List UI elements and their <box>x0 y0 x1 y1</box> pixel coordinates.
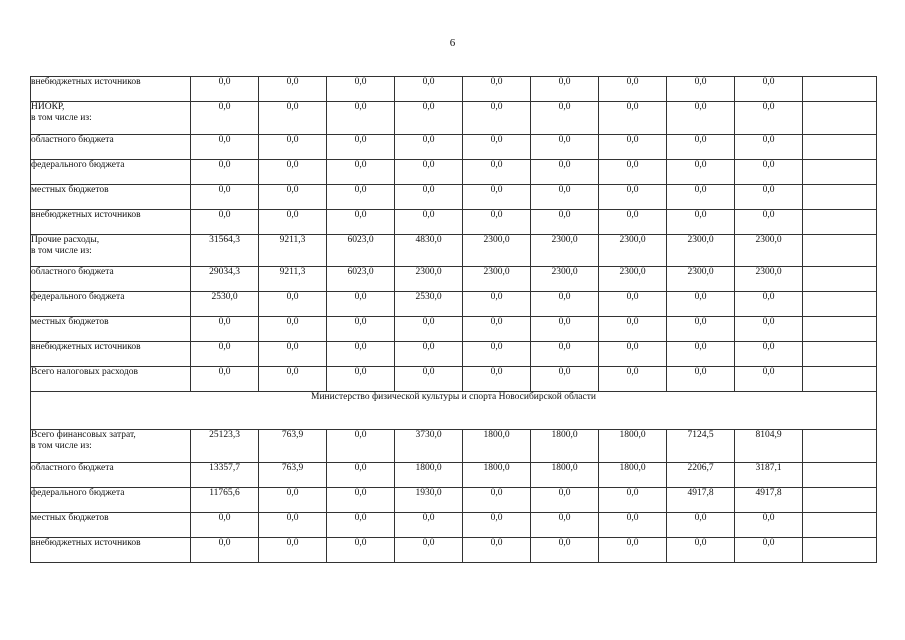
value-cell: 2300,0 <box>463 235 531 267</box>
empty-cell <box>803 317 877 342</box>
empty-cell <box>803 367 877 392</box>
value-cell: 0,0 <box>191 317 259 342</box>
value-cell: 0,0 <box>667 102 735 135</box>
value-cell: 0,0 <box>191 367 259 392</box>
value-cell: 4917,8 <box>667 488 735 513</box>
value-cell: 1800,0 <box>531 463 599 488</box>
value-cell: 0,0 <box>463 135 531 160</box>
value-cell: 0,0 <box>191 538 259 563</box>
row-label <box>31 267 191 292</box>
value-cell: 0,0 <box>735 185 803 210</box>
row-label-text: Всего финансовых затрат, <box>31 430 136 440</box>
value-cell: 6023,0 <box>327 267 395 292</box>
value-cell: 0,0 <box>735 102 803 135</box>
value-cell: 0,0 <box>327 135 395 160</box>
value-cell: 0,0 <box>599 488 667 513</box>
value-cell: 0,0 <box>395 135 463 160</box>
value-cell: 0,0 <box>667 367 735 392</box>
row-label <box>31 463 191 488</box>
empty-cell <box>803 488 877 513</box>
value-cell: 0,0 <box>327 342 395 367</box>
value-cell: 11765,6 <box>191 488 259 513</box>
value-cell: 0,0 <box>463 77 531 102</box>
row-label <box>31 102 191 135</box>
value-cell: 0,0 <box>395 538 463 563</box>
value-cell: 0,0 <box>259 77 327 102</box>
value-cell: 3187,1 <box>735 463 803 488</box>
value-cell: 0,0 <box>599 367 667 392</box>
value-cell: 0,0 <box>735 135 803 160</box>
value-cell: 0,0 <box>395 317 463 342</box>
table-row <box>31 513 877 538</box>
row-label <box>31 135 191 160</box>
value-cell: 0,0 <box>259 317 327 342</box>
value-cell: 0,0 <box>259 488 327 513</box>
value-cell: 0,0 <box>463 102 531 135</box>
value-cell: 0,0 <box>531 367 599 392</box>
value-cell: 0,0 <box>531 317 599 342</box>
value-cell: 4917,8 <box>735 488 803 513</box>
value-cell: 0,0 <box>191 185 259 210</box>
value-cell: 0,0 <box>395 77 463 102</box>
value-cell: 2300,0 <box>531 267 599 292</box>
value-cell: 0,0 <box>191 513 259 538</box>
value-cell: 0,0 <box>327 210 395 235</box>
empty-cell <box>803 185 877 210</box>
value-cell: 2300,0 <box>463 267 531 292</box>
value-cell: 0,0 <box>599 210 667 235</box>
value-cell: 2300,0 <box>599 267 667 292</box>
page-number: 6 <box>449 37 456 49</box>
table-row <box>31 185 877 210</box>
value-cell: 0,0 <box>599 292 667 317</box>
row-label-text: областного бюджета <box>31 267 114 277</box>
value-cell: 0,0 <box>191 102 259 135</box>
value-cell: 0,0 <box>395 160 463 185</box>
value-cell: 1930,0 <box>395 488 463 513</box>
value-cell: 763,9 <box>259 463 327 488</box>
table-row <box>31 342 877 367</box>
value-cell: 0,0 <box>667 538 735 563</box>
row-label <box>31 235 191 267</box>
table-row <box>31 367 877 392</box>
value-cell: 2300,0 <box>667 267 735 292</box>
row-label <box>31 367 191 392</box>
value-cell: 2530,0 <box>191 292 259 317</box>
value-cell: 0,0 <box>599 135 667 160</box>
budget-table <box>30 76 877 563</box>
value-cell: 0,0 <box>531 160 599 185</box>
row-label <box>31 77 191 102</box>
value-cell: 0,0 <box>735 367 803 392</box>
row-label-text: НИОКР, <box>31 102 65 112</box>
value-cell: 2300,0 <box>735 267 803 292</box>
value-cell: 0,0 <box>259 292 327 317</box>
row-label-text: федерального бюджета <box>31 488 125 498</box>
value-cell: 0,0 <box>463 185 531 210</box>
value-cell: 0,0 <box>735 292 803 317</box>
table-row <box>31 235 877 267</box>
row-label <box>31 185 191 210</box>
value-cell: 0,0 <box>191 210 259 235</box>
value-cell: 0,0 <box>327 102 395 135</box>
value-cell: 0,0 <box>395 367 463 392</box>
value-cell: 0,0 <box>667 135 735 160</box>
empty-cell <box>803 210 877 235</box>
value-cell: 763,9 <box>259 430 327 463</box>
value-cell: 0,0 <box>327 367 395 392</box>
value-cell: 0,0 <box>395 342 463 367</box>
value-cell: 8104,9 <box>735 430 803 463</box>
empty-cell <box>803 160 877 185</box>
value-cell: 1800,0 <box>463 430 531 463</box>
value-cell: 0,0 <box>463 292 531 317</box>
value-cell: 0,0 <box>259 210 327 235</box>
row-label <box>31 513 191 538</box>
value-cell: 4830,0 <box>395 235 463 267</box>
value-cell: 0,0 <box>735 160 803 185</box>
table-row <box>31 135 877 160</box>
empty-cell <box>803 292 877 317</box>
value-cell: 0,0 <box>327 185 395 210</box>
row-label-text: Прочие расходы, <box>31 235 100 245</box>
value-cell: 0,0 <box>259 367 327 392</box>
section-budget-rows <box>31 77 877 392</box>
value-cell: 0,0 <box>735 77 803 102</box>
row-label <box>31 430 191 463</box>
value-cell: 0,0 <box>463 488 531 513</box>
value-cell: 0,0 <box>463 160 531 185</box>
value-cell: 31564,3 <box>191 235 259 267</box>
value-cell: 0,0 <box>735 538 803 563</box>
empty-cell <box>803 235 877 267</box>
value-cell: 9211,3 <box>259 235 327 267</box>
value-cell: 1800,0 <box>599 463 667 488</box>
value-cell: 0,0 <box>463 210 531 235</box>
value-cell: 0,0 <box>599 102 667 135</box>
value-cell: 3730,0 <box>395 430 463 463</box>
empty-cell <box>803 77 877 102</box>
value-cell: 0,0 <box>531 342 599 367</box>
value-cell: 0,0 <box>531 538 599 563</box>
value-cell: 0,0 <box>327 488 395 513</box>
row-sublabel-text: в том числе из: <box>31 246 92 256</box>
table-row <box>31 538 877 563</box>
value-cell: 0,0 <box>327 77 395 102</box>
value-cell: 0,0 <box>667 292 735 317</box>
empty-cell <box>803 538 877 563</box>
value-cell: 1800,0 <box>599 430 667 463</box>
value-cell: 0,0 <box>667 185 735 210</box>
table-row <box>31 102 877 135</box>
value-cell: 0,0 <box>259 160 327 185</box>
row-label <box>31 538 191 563</box>
value-cell: 13357,7 <box>191 463 259 488</box>
row-label-text: областного бюджета <box>31 135 114 145</box>
table-row <box>31 317 877 342</box>
value-cell: 0,0 <box>395 102 463 135</box>
value-cell: 2530,0 <box>395 292 463 317</box>
value-cell: 0,0 <box>667 342 735 367</box>
ministry-header: Министерство физической культуры и спорта Новосибирской области <box>31 392 877 430</box>
table-row <box>31 463 877 488</box>
value-cell: 0,0 <box>667 317 735 342</box>
value-cell: 0,0 <box>531 488 599 513</box>
value-cell: 0,0 <box>259 538 327 563</box>
row-label-text: федерального бюджета <box>31 292 125 302</box>
value-cell: 0,0 <box>599 77 667 102</box>
value-cell: 0,0 <box>259 513 327 538</box>
empty-cell <box>803 463 877 488</box>
row-sublabel-text: в том числе из: <box>31 441 92 451</box>
value-cell: 0,0 <box>327 160 395 185</box>
value-cell: 0,0 <box>191 342 259 367</box>
value-cell: 2300,0 <box>667 235 735 267</box>
value-cell: 0,0 <box>259 185 327 210</box>
value-cell: 1800,0 <box>531 430 599 463</box>
empty-cell <box>803 430 877 463</box>
table-row <box>31 292 877 317</box>
value-cell: 2300,0 <box>531 235 599 267</box>
value-cell: 0,0 <box>667 513 735 538</box>
value-cell: 0,0 <box>599 317 667 342</box>
value-cell: 1800,0 <box>395 463 463 488</box>
value-cell: 2300,0 <box>395 267 463 292</box>
value-cell: 2300,0 <box>599 235 667 267</box>
value-cell: 0,0 <box>327 430 395 463</box>
value-cell: 0,0 <box>599 160 667 185</box>
value-cell: 25123,3 <box>191 430 259 463</box>
row-label <box>31 210 191 235</box>
value-cell: 0,0 <box>327 317 395 342</box>
value-cell: 0,0 <box>259 342 327 367</box>
value-cell: 2300,0 <box>735 235 803 267</box>
value-cell: 0,0 <box>191 160 259 185</box>
value-cell: 0,0 <box>531 210 599 235</box>
value-cell: 0,0 <box>191 135 259 160</box>
value-cell: 0,0 <box>463 317 531 342</box>
value-cell: 0,0 <box>463 342 531 367</box>
value-cell: 7124,5 <box>667 430 735 463</box>
value-cell: 0,0 <box>259 102 327 135</box>
value-cell: 0,0 <box>531 77 599 102</box>
table-row <box>31 430 877 463</box>
value-cell: 1800,0 <box>463 463 531 488</box>
value-cell: 0,0 <box>599 538 667 563</box>
row-label <box>31 292 191 317</box>
row-label-text: местных бюджетов <box>31 317 109 327</box>
value-cell: 0,0 <box>463 538 531 563</box>
row-label <box>31 488 191 513</box>
value-cell: 0,0 <box>667 210 735 235</box>
value-cell: 0,0 <box>531 292 599 317</box>
table-row <box>31 77 877 102</box>
value-cell: 0,0 <box>327 292 395 317</box>
value-cell: 0,0 <box>735 317 803 342</box>
value-cell: 2206,7 <box>667 463 735 488</box>
value-cell: 6023,0 <box>327 235 395 267</box>
value-cell: 0,0 <box>667 160 735 185</box>
value-cell: 0,0 <box>191 77 259 102</box>
row-label-text: внебюджетных источников <box>31 342 141 352</box>
value-cell: 29034,3 <box>191 267 259 292</box>
row-label-text: местных бюджетов <box>31 185 109 195</box>
value-cell: 0,0 <box>599 513 667 538</box>
value-cell: 0,0 <box>599 185 667 210</box>
value-cell: 0,0 <box>395 185 463 210</box>
value-cell: 0,0 <box>735 210 803 235</box>
row-label-text: внебюджетных источников <box>31 77 141 87</box>
value-cell: 0,0 <box>395 513 463 538</box>
row-label <box>31 160 191 185</box>
empty-cell <box>803 135 877 160</box>
value-cell: 0,0 <box>395 210 463 235</box>
row-label <box>31 317 191 342</box>
section-ministry-rows <box>31 430 877 563</box>
value-cell: 0,0 <box>667 77 735 102</box>
value-cell: 0,0 <box>327 463 395 488</box>
row-label-text: внебюджетных источников <box>31 538 141 548</box>
value-cell: 0,0 <box>327 538 395 563</box>
empty-cell <box>803 342 877 367</box>
table-row <box>31 488 877 513</box>
value-cell: 0,0 <box>735 342 803 367</box>
value-cell: 0,0 <box>531 102 599 135</box>
table-row <box>31 160 877 185</box>
value-cell: 0,0 <box>531 185 599 210</box>
row-label-text: внебюджетных источников <box>31 210 141 220</box>
row-sublabel-text: в том числе из: <box>31 113 92 123</box>
row-label <box>31 342 191 367</box>
table-row <box>31 267 877 292</box>
ministry-header-row <box>31 392 877 430</box>
value-cell: 0,0 <box>735 513 803 538</box>
row-label-text: местных бюджетов <box>31 513 109 523</box>
value-cell: 0,0 <box>327 513 395 538</box>
value-cell: 0,0 <box>531 513 599 538</box>
value-cell: 0,0 <box>531 135 599 160</box>
value-cell: 0,0 <box>259 135 327 160</box>
value-cell: 0,0 <box>599 342 667 367</box>
row-label-text: Всего налоговых расходов <box>31 367 138 377</box>
empty-cell <box>803 102 877 135</box>
value-cell: 9211,3 <box>259 267 327 292</box>
value-cell: 0,0 <box>463 513 531 538</box>
row-label-text: областного бюджета <box>31 463 114 473</box>
empty-cell <box>803 513 877 538</box>
table-row <box>31 210 877 235</box>
value-cell: 0,0 <box>463 367 531 392</box>
empty-cell <box>803 267 877 292</box>
row-label-text: федерального бюджета <box>31 160 125 170</box>
